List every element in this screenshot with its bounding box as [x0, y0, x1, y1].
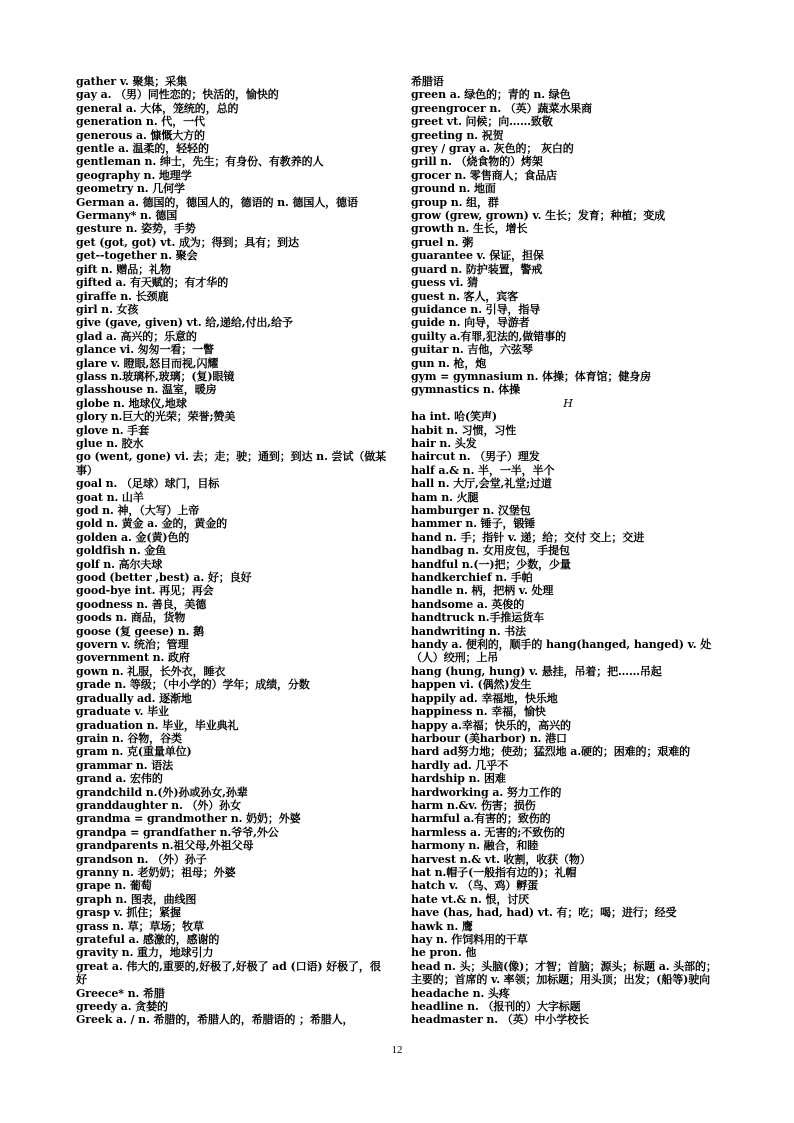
- dictionary-entry: geography n. 地理学: [76, 168, 192, 182]
- dictionary-entry: get (got, got) vt. 成为；得到；具有；到达: [76, 235, 299, 249]
- dictionary-entry: great a. 伟大的,重要的,好极了,好极了 ad (口语) 好极了，很好: [76, 959, 381, 987]
- dictionary-entry: goods n. 商品，货物: [76, 611, 186, 625]
- dictionary-entry: graph n. 图表，曲线图: [76, 892, 197, 906]
- dictionary-entry: grade n. 等级；（中小学的）学年；成绩，分数: [76, 678, 310, 692]
- dictionary-entry: guarantee v. 保证，担保: [411, 249, 544, 263]
- right-column: [411, 75, 725, 1027]
- dictionary-entry: goal n. （足球）球门，目标: [76, 477, 220, 491]
- dictionary-entry: happen vi. (偶然)发生: [411, 678, 532, 692]
- dictionary-entry: hate vt.& n. 恨，讨厌: [411, 892, 530, 906]
- dictionary-entry: handbag n. 女用皮包，手提包: [411, 544, 570, 558]
- dictionary-entry: grow (grew, grown) v. 生长；发育；种植；变成: [411, 209, 666, 223]
- dictionary-entry: guitar n. 吉他，六弦琴: [411, 343, 533, 357]
- dictionary-entry: grape n. 葡萄: [76, 879, 152, 893]
- dictionary-entry: happiness n. 幸福，愉快: [411, 705, 546, 719]
- dictionary-entry: group n. 组，群: [411, 195, 499, 209]
- dictionary-entry: general a. 大体，笼统的，总的: [76, 101, 239, 115]
- dictionary-entry: hatch v. （鸟、鸡）孵蛋: [411, 879, 539, 893]
- dictionary-entry: hair n. 头发: [411, 436, 477, 450]
- dictionary-entry: handkerchief n. 手帕: [411, 571, 533, 585]
- dictionary-entry: govern v. 统治；管理: [76, 638, 189, 652]
- dictionary-entry: glass n.玻璃杯,玻璃；(复)眼镜: [76, 369, 235, 383]
- dictionary-entry: greengrocer n. （英）蔬菜水果商: [411, 101, 592, 115]
- dictionary-entry: headache n. 头疼: [411, 986, 510, 1000]
- dictionary-entry: ground n. 地面: [411, 182, 496, 196]
- dictionary-entry: glad a. 高兴的；乐意的: [76, 329, 197, 343]
- dictionary-entry: Greece* n. 希腊: [76, 986, 165, 1000]
- dictionary-entry: ham n. 火腿: [411, 490, 479, 504]
- dictionary-entry: graduate v. 毕业: [76, 705, 169, 719]
- dictionary-entry: god n. 神，（大写）上帝: [76, 504, 200, 517]
- dictionary-entry: gradually ad. 逐渐地: [76, 691, 192, 705]
- dictionary-entry: gymnastics n. 体操: [411, 383, 521, 397]
- dictionary-entry: harmony n. 融合，和睦: [411, 839, 539, 853]
- dictionary-entry: golden a. 金(黄)色的: [76, 530, 190, 544]
- dictionary-entry: gather v. 聚集；采集: [76, 75, 187, 88]
- dictionary-entry: good-bye int. 再见；再会: [76, 584, 214, 598]
- dictionary-entry: goose (复 geese) n. 鹅: [76, 624, 204, 638]
- dictionary-entry: grandma = grandmother n. 奶奶；外婆: [76, 812, 301, 826]
- dictionary-entry: gentle a. 温柔的，轻轻的: [76, 142, 209, 156]
- left-column: [76, 75, 390, 1027]
- dictionary-entry: granddaughter n. （外）孙女: [76, 798, 241, 812]
- dictionary-entry: goat n. 山羊: [76, 490, 144, 504]
- dictionary-entry: geometry n. 几何学: [76, 182, 185, 196]
- dictionary-entry: hammer n. 锤子，锻锤: [411, 517, 536, 531]
- dictionary-entry: harm n.&v. 伤害；损伤: [411, 798, 536, 812]
- dictionary-entry: handful n.(一)把；少数，少量: [411, 557, 571, 571]
- dictionary-entry: handtruck n.手推运货车: [411, 611, 544, 625]
- dictionary-entry: habit n. 习惯，习性: [411, 423, 517, 437]
- dictionary-entry: happy a.幸福；快乐的，高兴的: [411, 718, 571, 732]
- dictionary-entry: hat n.帽子(一般指有边的)；礼帽: [411, 865, 577, 879]
- dictionary-entry: go (went, gone) vi. 去；走；驶；通到；到达 n. 尝试（做某事）: [76, 450, 387, 477]
- dictionary-entry: glory n.巨大的光荣；荣誉;赞美: [76, 410, 236, 424]
- dictionary-entry: guest n. 客人，宾客: [411, 289, 519, 303]
- dictionary-entry: glare v. 瞪眼,怒目而视,闪耀: [76, 356, 219, 370]
- dictionary-entry: graduation n. 毕业，毕业典礼: [76, 718, 239, 732]
- dictionary-entry: grandpa = grandfather n.爷爷,外公: [76, 825, 279, 839]
- dictionary-entry: greet vt. 问候；向……致敬: [411, 115, 553, 129]
- section-heading: H: [563, 396, 573, 410]
- dictionary-entry: glove n. 手套: [76, 423, 149, 437]
- dictionary-entry: grandson n. （外）孙子: [76, 852, 207, 866]
- dictionary-entry: Greek a. / n. 希腊的，希腊人的，希腊语的 ；希腊人，: [76, 1013, 354, 1027]
- dictionary-entry: gram n. 克(重量单位): [76, 745, 192, 759]
- dictionary-entry: grammar n. 语法: [76, 758, 174, 772]
- dictionary-entry: half a.& n. 半，一半，半个: [411, 463, 555, 477]
- dictionary-entry: guess vi. 猜: [411, 276, 479, 290]
- dictionary-entry: gold n. 黄金 a. 金的，黄金的: [76, 517, 228, 531]
- dictionary-entry: grey / gray a. 灰色的； 灰白的: [411, 142, 574, 156]
- dictionary-entry: gown n. 礼服，长外衣，睡衣: [76, 664, 226, 678]
- dictionary-entry: giraffe n. 长颈鹿: [76, 289, 169, 303]
- dictionary-entry: generation n. 代，一代: [76, 115, 205, 129]
- dictionary-entry: gun n. 枪，炮: [411, 356, 487, 370]
- dictionary-entry: hang (hung, hung) v. 悬挂，吊着；把……吊起: [411, 664, 662, 678]
- dictionary-entry: headmaster n. （英）中小学校长: [411, 1013, 589, 1027]
- dictionary-entry: he pron. 他: [411, 946, 477, 960]
- dictionary-entry: glance vi. 匆匆一看；一瞥: [76, 343, 214, 357]
- dictionary-entry: grandparents n.祖父母,外祖父母: [76, 839, 254, 853]
- dictionary-entry: hall n. 大厅,会堂,礼堂;过道: [411, 477, 552, 491]
- dictionary-entry: handle n. 柄，把柄 v. 处理: [411, 584, 554, 598]
- dictionary-entry: harvest n.& vt. 收割，收获（物）: [411, 852, 591, 866]
- dictionary-entry: golf n. 高尔夫球: [76, 557, 163, 571]
- dictionary-entry: greedy a. 贪婪的: [76, 1000, 168, 1014]
- dictionary-entry: gruel n. 粥: [411, 235, 474, 249]
- dictionary-entry: grandchild n.(外)孙或孙女,孙辈: [76, 785, 248, 799]
- dictionary-entry: give (gave, given) vt. 给,递给,付出,给予: [76, 316, 293, 330]
- dictionary-entry: girl n. 女孩: [76, 302, 139, 316]
- dictionary-entry: gifted a. 有天赋的；有才华的: [76, 276, 229, 290]
- dictionary-entry: glasshouse n. 温室，暖房: [76, 383, 217, 397]
- dictionary-entry: German a. 德国的，德国人的，德语的 n. 德国人，德语: [76, 195, 358, 209]
- dictionary-entry: handwriting n. 书法: [411, 624, 526, 638]
- dictionary-entry: grateful a. 感激的，感谢的: [76, 933, 220, 946]
- dictionary-entry: hawk n. 鹰: [411, 919, 473, 933]
- dictionary-entry: hardship n. 困难: [411, 772, 506, 786]
- dictionary-entry: guide n. 向导，导游者: [411, 316, 530, 330]
- dictionary-entry: harmless a. 无害的;不致伤的: [411, 825, 565, 839]
- dictionary-entry: 希腊语: [411, 75, 444, 88]
- dictionary-entry: gym = gymnasium n. 体操；体育馆；健身房: [411, 369, 652, 383]
- dictionary-entry: grill n. （烧食物的）烤架: [411, 155, 543, 169]
- dictionary-entry: handy a. 便利的，顺手的 hang(hanged, hanged) v. 处（人）绞刑；上吊: [411, 638, 712, 665]
- dictionary-entry: grain n. 谷物，谷类: [76, 731, 182, 745]
- dictionary-entry: have (has, had, had) vt. 有；吃；喝；进行；经受: [411, 906, 677, 920]
- dictionary-entry: generous a. 慷慨大方的: [76, 128, 205, 142]
- dictionary-entry: goodness n. 善良，美德: [76, 597, 207, 611]
- dictionary-entry: hardly ad. 几乎不: [411, 758, 509, 772]
- dictionary-entry: harmful a.有害的；致伤的: [411, 812, 551, 826]
- dictionary-entry: get--together n. 聚会: [76, 249, 198, 263]
- dictionary-entry: grocer n. 零售商人；食品店: [411, 168, 558, 182]
- dictionary-entry: globe n. 地球仪,地球: [76, 396, 187, 410]
- dictionary-entry: gesture n. 姿势，手势: [76, 222, 196, 236]
- dictionary-entry: hardworking a. 努力工作的: [411, 785, 562, 799]
- dictionary-entry: gentleman n. 绅士，先生；有身份、有教养的人: [76, 155, 324, 169]
- dictionary-entry: haircut n. （男子）理发: [411, 450, 540, 464]
- dictionary-entry: goldfish n. 金鱼: [76, 544, 167, 558]
- dictionary-entry: headline n. （报刊的）大字标题: [411, 1000, 581, 1014]
- dictionary-entry: growth n. 生长，增长: [411, 222, 528, 236]
- dictionary-entry: hay n. 作饲料用的干草: [411, 933, 528, 946]
- dictionary-entry: good (better ,best) a. 好；良好: [76, 571, 252, 585]
- dictionary-entry: harbour (美harbor) n. 港口: [411, 731, 567, 745]
- dictionary-entry: head n. 头；头脑(像)；才智；首脑；源头；标题 a. 头部的；主要的；首席的 v. 率领；加标题；用头顶；出发；(船等)驶向: [411, 959, 717, 987]
- dictionary-entry: hamburger n. 汉堡包: [411, 504, 531, 517]
- dictionary-entry: guilty a.有罪,犯法的,做错事的: [411, 329, 566, 343]
- dictionary-entry: granny n. 老奶奶；祖母；外婆: [76, 865, 236, 879]
- page-number: 12: [391, 1044, 403, 1056]
- dictionary-entry: handsome a. 英俊的: [411, 597, 525, 611]
- dictionary-entry: grasp v. 抓住；紧握: [76, 906, 181, 920]
- dictionary-entry: Germany* n. 德国: [76, 209, 178, 223]
- dictionary-entry: grass n. 草；草场；牧草: [76, 919, 204, 933]
- dictionary-entry: gift n. 赠品；礼物: [76, 262, 171, 276]
- dictionary-entry: government n. 政府: [76, 651, 190, 665]
- dictionary-entry: guard n. 防护装置，警戒: [411, 262, 543, 276]
- dictionary-entry: green a. 绿色的；青的 n. 绿色: [411, 88, 571, 102]
- dictionary-entry: greeting n. 祝贺: [411, 128, 504, 142]
- dictionary-entry: hard ad努力地；使劲；猛烈地 a.硬的；困难的；艰难的: [411, 745, 691, 759]
- dictionary-entry: ha int. 哈(笑声): [411, 410, 497, 424]
- dictionary-entry: glue n. 胶水: [76, 436, 144, 450]
- dictionary-entry: gravity n. 重力，地球引力: [76, 946, 214, 960]
- dictionary-entry: grand a. 宏伟的: [76, 772, 163, 786]
- dictionary-entry: guidance n. 引导，指导: [411, 302, 541, 316]
- dictionary-entry: hand n. 手；指针 v. 递；给；交付 交上；交进: [411, 530, 645, 544]
- dictionary-entry: happily ad. 幸福地，快乐地: [411, 691, 558, 705]
- dictionary-entry: gay a. （男）同性恋的；快活的，愉快的: [76, 88, 279, 102]
